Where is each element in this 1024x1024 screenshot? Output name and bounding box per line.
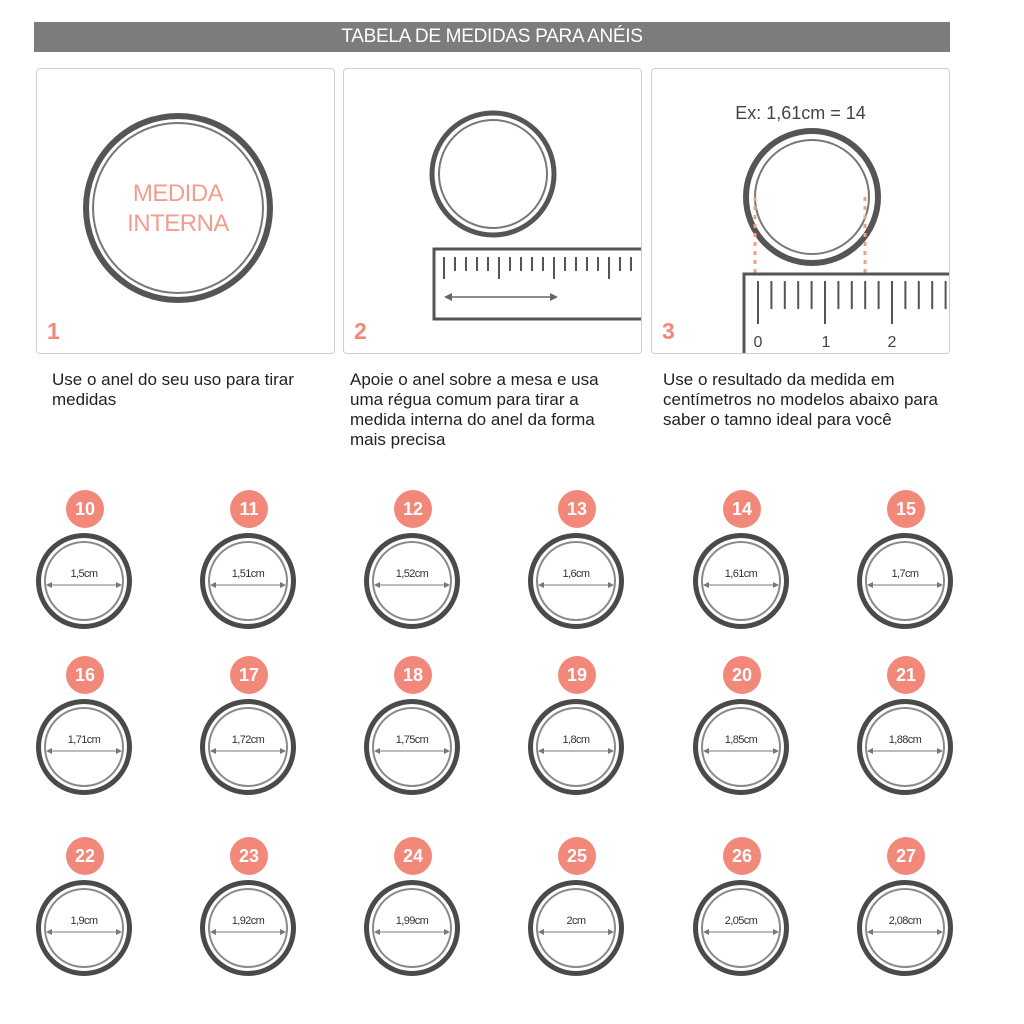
size-card	[34, 490, 134, 650]
size-badge: 20	[723, 656, 761, 694]
size-card	[198, 837, 298, 997]
size-card	[855, 656, 955, 816]
measure-arrow-icon	[703, 928, 779, 936]
measure-arrow-icon	[867, 928, 943, 936]
measure-label: 1,99cm	[395, 915, 429, 927]
size-card	[34, 656, 134, 816]
step-number: 3	[662, 318, 675, 344]
size-card	[362, 490, 462, 650]
ring-on-ruler-illustration	[344, 69, 641, 353]
measure-arrow-icon	[210, 747, 286, 755]
example-text: Ex: 1,61cm = 14	[735, 103, 866, 123]
step-number: 2	[354, 318, 367, 344]
size-badge: 11	[230, 490, 268, 528]
step-2-panel	[343, 68, 642, 354]
size-card	[526, 490, 626, 650]
size-card	[691, 837, 791, 997]
ring-measure-illustration	[652, 69, 949, 353]
measure-label: 1,71cm	[67, 734, 101, 746]
measure-label: 1,52cm	[395, 568, 429, 580]
size-badge: 24	[394, 837, 432, 875]
measure-arrow-icon	[703, 581, 779, 589]
size-card	[855, 837, 955, 997]
inner-measure-label-line1: MEDIDA	[132, 180, 224, 207]
measure-label: 1,6cm	[562, 568, 590, 580]
size-card	[198, 656, 298, 816]
size-card	[362, 656, 462, 816]
size-badge: 27	[887, 837, 925, 875]
size-badge: 22	[66, 837, 104, 875]
step-3-panel	[651, 68, 950, 354]
page-title: TABELA DE MEDIDAS PARA ANÉIS	[34, 22, 950, 52]
inner-measure-label	[83, 179, 273, 239]
measure-label: 1,88cm	[888, 734, 922, 746]
size-badge: 12	[394, 490, 432, 528]
ruler-tick-label: 1	[821, 334, 831, 351]
measure-arrow-icon	[703, 747, 779, 755]
size-card	[34, 837, 134, 997]
measure-arrow-icon	[538, 747, 614, 755]
measure-arrow-icon	[374, 747, 450, 755]
measure-label: 2,08cm	[888, 915, 922, 927]
measure-label: 1,85cm	[724, 734, 758, 746]
measure-arrow-icon	[210, 581, 286, 589]
step-1-panel	[36, 68, 335, 354]
measure-label: 1,51cm	[231, 568, 265, 580]
step-number: 1	[47, 318, 60, 344]
measure-label: 1,7cm	[891, 568, 919, 580]
measure-label: 1,75cm	[395, 734, 429, 746]
size-badge: 26	[723, 837, 761, 875]
measure-label: 1,72cm	[231, 734, 265, 746]
inner-measure-label-line2: INTERNA	[127, 210, 229, 237]
size-badge: 21	[887, 656, 925, 694]
measure-arrow-icon	[867, 581, 943, 589]
step-2-instruction: Apoie o anel sobre a mesa e usa uma régua comum para tirar a medida interna do anel da forma mais precisa	[350, 370, 599, 449]
measure-label: 1,61cm	[724, 568, 758, 580]
measure-arrow-icon	[46, 928, 122, 936]
measure-arrow-icon	[374, 928, 450, 936]
size-card	[691, 656, 791, 816]
size-badge: 14	[723, 490, 761, 528]
size-card	[526, 656, 626, 816]
measure-arrow-icon	[538, 928, 614, 936]
size-badge: 17	[230, 656, 268, 694]
size-badge: 25	[558, 837, 596, 875]
measure-label: 1,5cm	[70, 568, 98, 580]
size-badge: 16	[66, 656, 104, 694]
size-card	[362, 837, 462, 997]
measure-label: 1,92cm	[231, 915, 265, 927]
measure-arrow-icon	[867, 747, 943, 755]
size-card	[855, 490, 955, 650]
ruler-tick-label: 2	[887, 334, 897, 351]
measure-arrow-icon	[538, 581, 614, 589]
size-badge: 10	[66, 490, 104, 528]
size-card	[198, 490, 298, 650]
size-badge: 23	[230, 837, 268, 875]
ruler-tick-label: 0	[753, 334, 763, 351]
measure-arrow-icon	[46, 747, 122, 755]
size-card	[691, 490, 791, 650]
measure-label: 2cm	[566, 915, 586, 927]
size-badge: 19	[558, 656, 596, 694]
measure-label: 2,05cm	[724, 915, 758, 927]
measure-arrow-icon	[46, 581, 122, 589]
measure-label: 1,8cm	[562, 734, 590, 746]
size-badge: 15	[887, 490, 925, 528]
step-3-instruction: Use o resultado da medida em centímetros no modelos abaixo para saber o tamno ideal para você	[663, 370, 938, 429]
size-card	[526, 837, 626, 997]
measure-arrow-icon	[210, 928, 286, 936]
measure-arrow-icon	[374, 581, 450, 589]
size-badge: 13	[558, 490, 596, 528]
size-badge: 18	[394, 656, 432, 694]
measure-label: 1,9cm	[70, 915, 98, 927]
step-1-instruction: Use o anel do seu uso para tirar medidas	[52, 370, 294, 409]
